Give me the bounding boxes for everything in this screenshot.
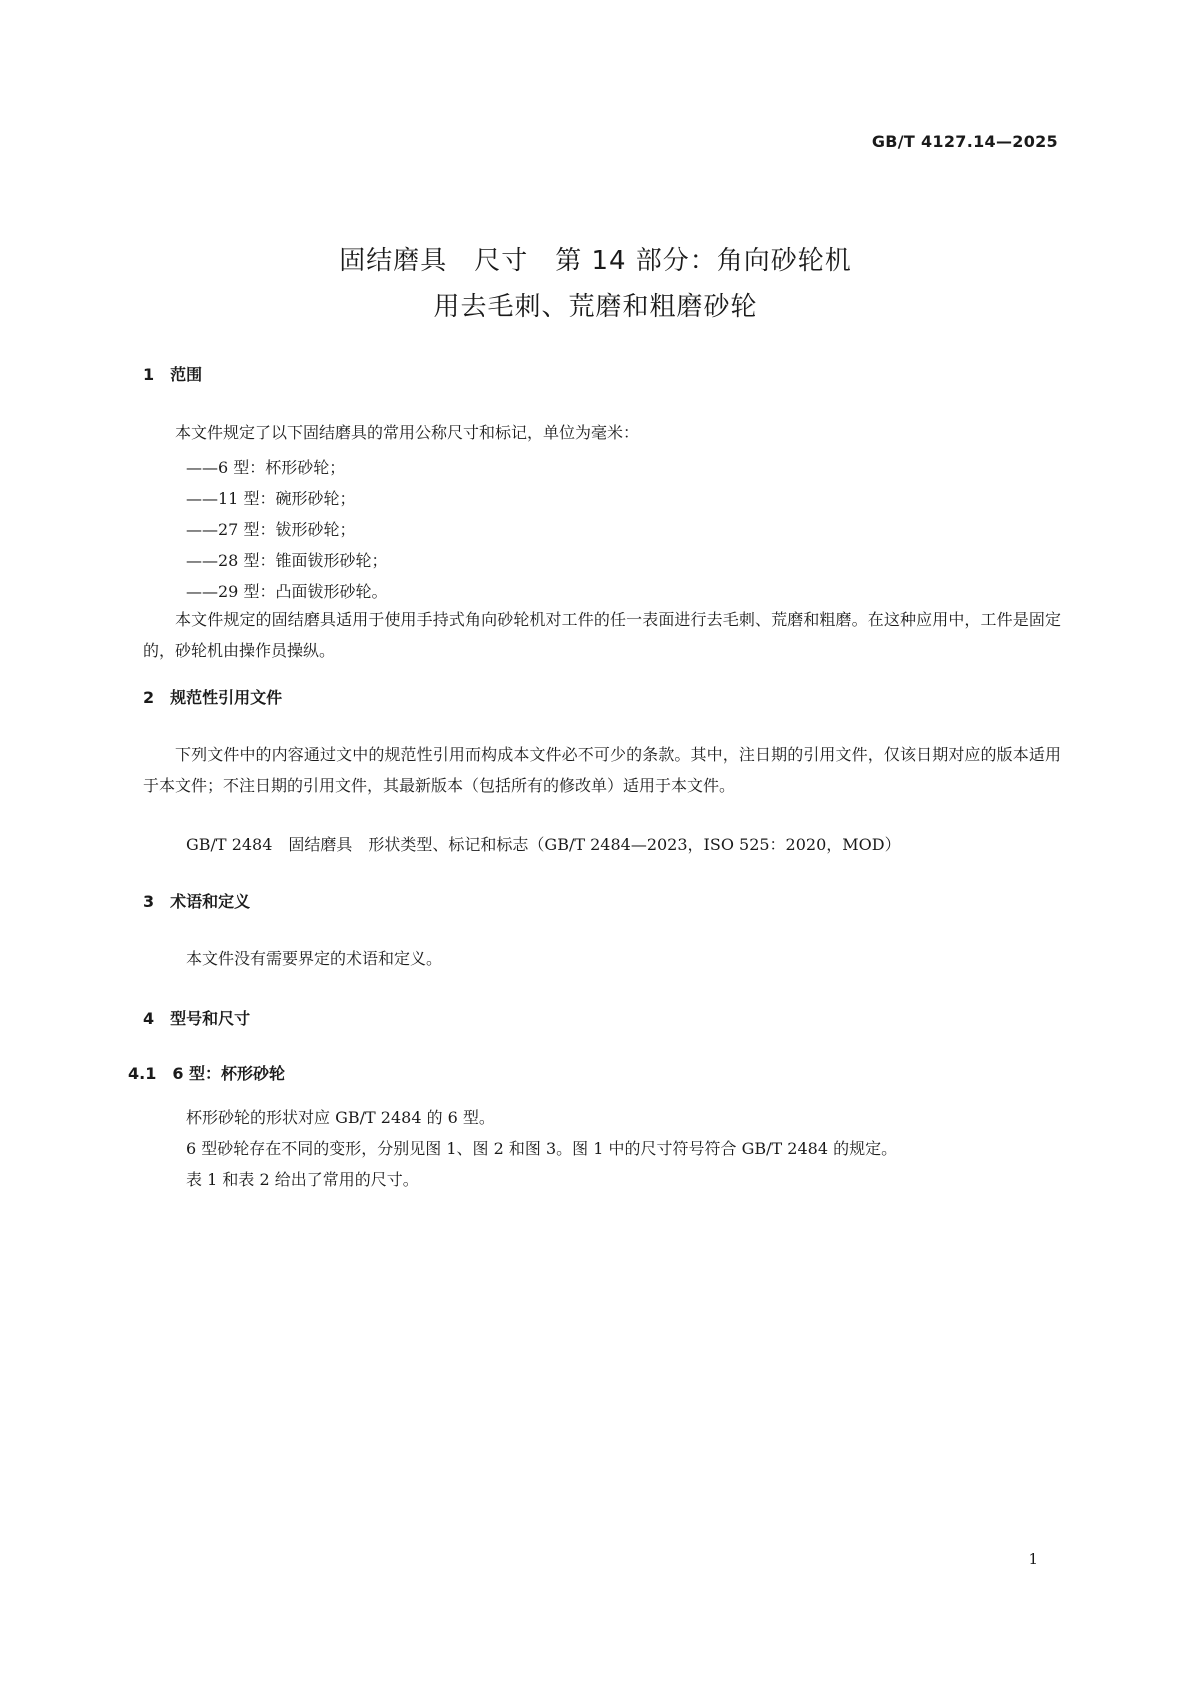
section-2-heading: 2 规范性引用文件 — [143, 688, 283, 707]
page-number: 1 — [1028, 1550, 1038, 1568]
section-3-paragraph: 本文件没有需要界定的术语和定义。 — [186, 949, 443, 968]
section-1-intro: 本文件规定了以下固结磨具的常用公称尺寸和标记，单位为毫米： — [175, 423, 640, 442]
scope-item-type-28: ——28 型：锥面钹形砂轮； — [186, 551, 388, 570]
subsection-4-1-heading: 4.1 6 型：杯形砂轮 — [128, 1064, 286, 1083]
subsection-4-1-line-2: 6 型砂轮存在不同的变形，分别见图 1、图 2 和图 3。图 1 中的尺寸符号符合 GB/T 2484 的规定。 — [186, 1139, 898, 1158]
section-1-heading: 1 范围 — [143, 365, 203, 384]
standard-code: GB/T 4127.14—2025 — [871, 132, 1058, 151]
subsection-4-1-line-1: 杯形砂轮的形状对应 GB/T 2484 的 6 型。 — [186, 1108, 495, 1127]
title-line-2: 用去毛刺、荒磨和粗磨砂轮 — [433, 292, 758, 322]
normative-reference-gbt2484: GB/T 2484 固结磨具 形状类型、标记和标志（GB/T 2484—2023，ISO 525：2020，MOD） — [186, 835, 901, 854]
section-2-paragraph: 下列文件中的内容通过文中的规范性引用而构成本文件必不可少的条款。其中，注日期的引用文件，仅该日期对应的版本适用于本文件；不注日期的引用文件，其最新版本（包括所有的修改单）适用于本文件。 — [143, 745, 1061, 795]
section-4-heading: 4 型号和尺寸 — [143, 1009, 251, 1028]
section-1-paragraph: 本文件规定的固结磨具适用于使用手持式角向砂轮机对工件的任一表面进行去毛刺、荒磨和粗磨。在这种应用中，工件是固定的，砂轮机由操作员操纵。 — [143, 610, 1061, 660]
scope-item-type-27: ——27 型：钹形砂轮； — [186, 520, 356, 539]
scope-item-type-11: ——11 型：碗形砂轮； — [186, 489, 356, 508]
scope-item-type-6: ——6 型：杯形砂轮； — [186, 458, 346, 477]
subsection-4-1-line-3: 表 1 和表 2 给出了常用的尺寸。 — [186, 1170, 419, 1189]
title-line-1: 固结磨具 尺寸 第 14 部分：角向砂轮机 — [339, 246, 852, 276]
section-3-heading: 3 术语和定义 — [143, 892, 251, 911]
document-title — [0, 238, 1191, 330]
scope-item-type-29: ——29 型：凸面钹形砂轮。 — [186, 582, 388, 601]
